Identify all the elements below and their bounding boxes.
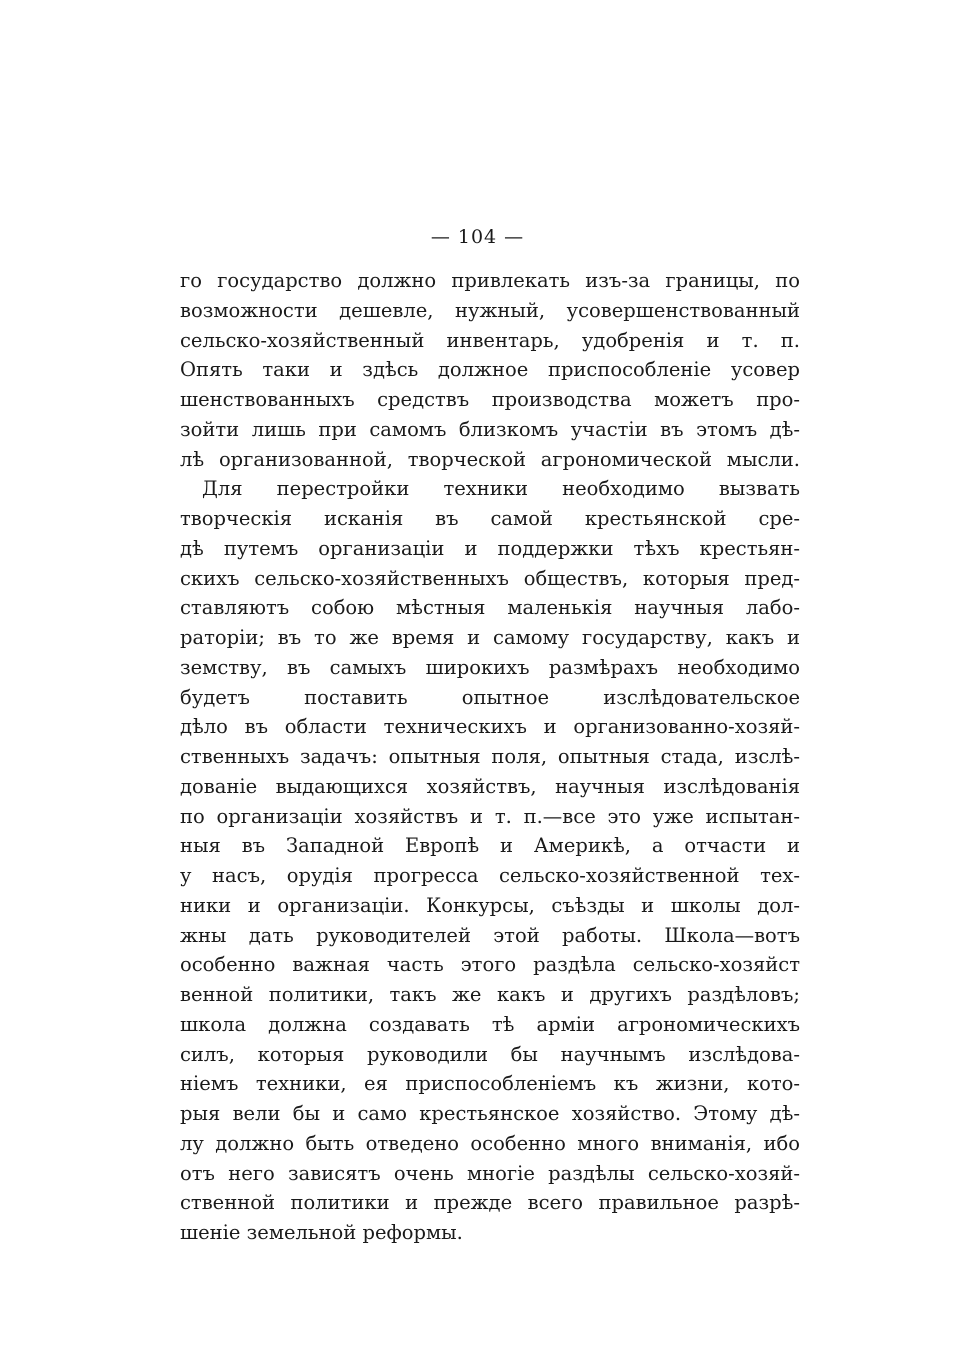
text-line: жны дать руководителей этой работы. Школа—вотъ <box>180 923 800 947</box>
text-line: возможности дешевле, нужный, усовершенствованный <box>180 298 800 322</box>
text-line: дованіе выдающихся хозяйствъ, научныя изслѣдованія <box>180 774 800 798</box>
text-line: рыя вели бы и само крестьянское хозяйство. Этому дѣ- <box>180 1102 800 1125</box>
text-line: Опять таки и здѣсь должное приспособленіе усовер <box>180 358 800 382</box>
text-line: зойти лишь при самомъ близкомъ участіи въ этомъ дѣ- <box>180 417 800 441</box>
text-line: по организаціи хозяйствъ и т. п.—все это уже испытан- <box>180 804 800 828</box>
text-line: сельско-хозяйственный инвентарь, удобренія и т. п. <box>180 328 800 352</box>
text-line: лу должно быть отведено особенно много вниманія, ибо <box>180 1131 800 1155</box>
text-line: отъ него зависятъ очень многіе раздѣлы сельско-хозяй- <box>180 1161 800 1185</box>
text-line: дѣ путемъ организаціи и поддержки тѣхъ крестьян- <box>180 536 800 560</box>
text-line: ставляютъ собою мѣстныя маленькія научныя лабо- <box>180 596 800 620</box>
text-line: будетъ поставить опытное изслѣдовательское <box>180 685 800 709</box>
text-line: раторіи; въ то же время и самому государству, какъ и <box>180 626 800 649</box>
page-number: — 104 — <box>430 226 525 248</box>
text-line: го государство должно привлекать изъ-за границы, по <box>180 269 800 292</box>
text-line: лѣ организованной, творческой агрономической мысли. <box>180 447 800 471</box>
text-line: ственной политики и прежде всего правильное разрѣ- <box>180 1191 800 1215</box>
text-line: венной политики, такъ же какъ и другихъ раздѣловъ; <box>180 983 800 1006</box>
paragraph-start-line: Для перестройки техники необходимо вызвать <box>202 477 800 501</box>
paragraph-end-line: шеніе земельной реформы. <box>180 1221 463 1244</box>
text-line: ныя въ Западной Европѣ и Америкѣ, а отчасти и <box>180 834 800 858</box>
text-line: ники и организаціи. Конкурсы, съѣзды и школы дол- <box>180 893 800 917</box>
text-line: дѣло въ области техническихъ и организованно-хозяй- <box>180 715 800 739</box>
text-line: скихъ сельско-хозяйственныхъ обществъ, которыя пред- <box>180 566 800 590</box>
text-line: шенствованныхъ средствъ производства можетъ про- <box>180 388 800 411</box>
text-line: ніемъ техники, ея приспособленіемъ къ жизни, кото- <box>180 1072 800 1096</box>
body-text <box>180 266 800 1248</box>
text-line: у насъ, орудія прогресса сельско-хозяйственной тех- <box>180 864 800 887</box>
text-line: ственныхъ задачъ: опытныя поля, опытныя стада, изслѣ- <box>180 745 800 768</box>
text-line: земству, въ самыхъ широкихъ размѣрахъ необходимо <box>180 655 800 679</box>
text-line: творческія исканія въ самой крестьянской сре- <box>180 507 800 530</box>
text-line: особенно важная часть этого раздѣла сельско-хозяйст <box>180 953 800 977</box>
text-line: силъ, которыя руководили бы научнымъ изслѣдова- <box>180 1042 800 1066</box>
text-line: школа должна создавать тѣ арміи агрономическихъ <box>180 1012 800 1036</box>
